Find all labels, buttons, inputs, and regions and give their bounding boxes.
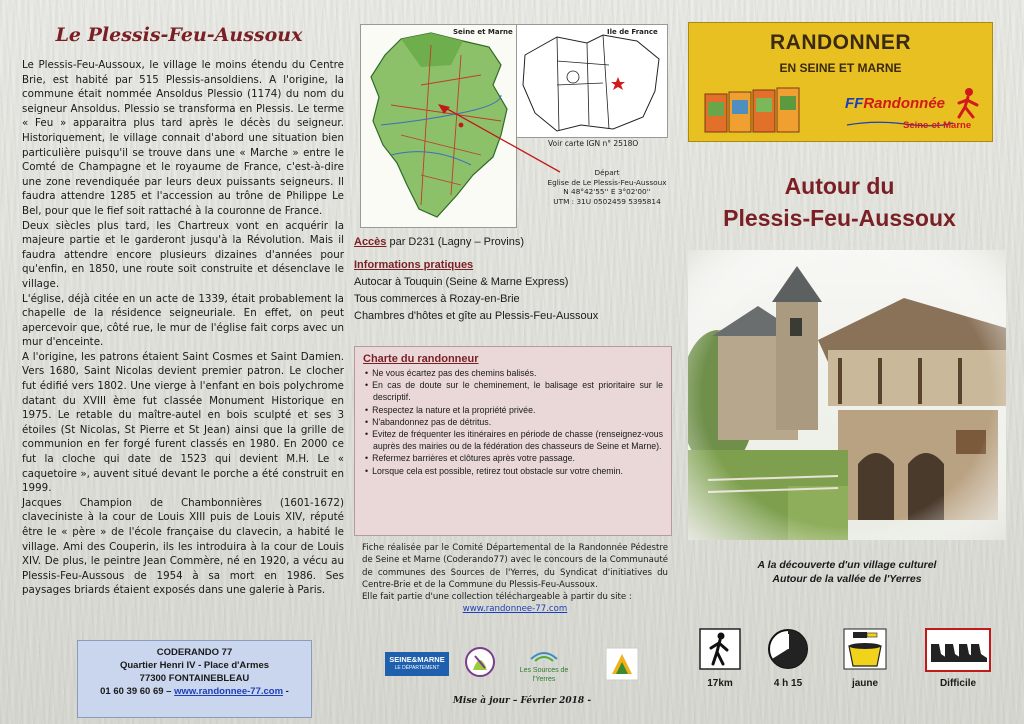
community-logo xyxy=(460,642,500,686)
guidebooks-image xyxy=(703,86,803,134)
hiking-boots-icon-shape xyxy=(925,628,991,672)
charter-item: • Refermez barrières et clôtures après votre passage. xyxy=(373,452,663,464)
seine-et-marne-logo-name: SEINE&MARNE xyxy=(389,655,445,664)
history-paragraph: Jacques Champion de Chambonnières (1601-1672) claveciniste à la cour de Louis XIII puis de Louis XIV, réputé être le « père » de l'école française du clavecin, a habité le village. Ami des Couperin, ils les introduira à la cour de Louis XIV. De plus, le peintre Jean Commère, né en 1920, a vécu au Plessis-Feu-Aussous de 1954 à sa mort en 1986. Ses paysages briards étaient exposés dans une galerie à Paris. xyxy=(22,496,344,597)
charter-list xyxy=(363,367,663,477)
practical-info-item: Tous commerces à Rozay-en-Brie xyxy=(354,293,520,305)
centre-brie-logo-mark xyxy=(602,644,642,684)
sources-yerres-logo-name: Les Sources de l'Yerres xyxy=(519,666,569,683)
waymark-color: jaune xyxy=(851,678,879,689)
ffrandonnee-logo xyxy=(845,87,985,137)
walker-icon-shape xyxy=(699,628,741,670)
history-text xyxy=(22,58,344,598)
charter-title: Charte du randonneur xyxy=(363,353,479,365)
paint-bucket-icon-shape xyxy=(843,628,887,670)
practical-info-item: Chambres d'hôtes et gîte au Plessis-Feu-Aussoux xyxy=(354,310,599,322)
history-paragraph: L'église, déjà citée en un acte de 1339, était probablement la chapelle de la résidence seigneuriale. En effet, on peut apercevoir que, côté rue, le mur de l'église fait corps avec un mur d'enceinte. xyxy=(22,292,344,349)
route-title-line2: Plessis-Feu-Aussoux xyxy=(723,205,956,231)
history-panel xyxy=(14,18,344,720)
partner-logos xyxy=(368,642,668,692)
ffr-prefix: FF xyxy=(845,95,864,112)
charter-item: • N'abandonnez pas de détritus. xyxy=(373,416,663,428)
update-date: Mise à jour – Février 2018 - xyxy=(452,696,592,706)
history-paragraph: Deux siècles plus tard, les Chartreux vont en acquérir la majeure partie et le garderont jusqu'à la Révolution. Mais il faudra attendre encore plusieurs dizaines d'années pour qu'enfin, en 1850, une route soit construite et désenclave le village. xyxy=(22,219,344,290)
distance-value: 17km xyxy=(707,678,733,689)
seine-et-marne-logo-sub: LE DÉPARTEMENT xyxy=(394,665,440,671)
map-arrow xyxy=(432,98,572,178)
start-label: Départ xyxy=(594,168,620,177)
paint-bucket-icon xyxy=(843,628,885,670)
history-paragraph: Le Plessis-Feu-Aussoux, le village le moins étendu du Centre Brie, est habité par 515 Plessis-ansoldiens. A l'origine, la commune était nommée Ansoldus Plessio (1174) du nom du seigneur Ansoldus. Plessio se transforma en Plessis. Le terme « Feu » apparaitra plus tard après le décès du seigneur. Historiquement, le village connait d'abord une situation bien particulière puisqu'il se trouve dans une « Marche » entre le Comté de Champagne et le royaume de France, c'est-à-dire une zone revendiquée par leurs deux puissants seigneurs. Il faudra attendre 1285 et l'accession au trône de Philippe Le Bel, pour que le fief soit rattaché à la couronne de France. xyxy=(22,59,344,217)
clock-icon xyxy=(767,628,809,670)
hiker-charter-box xyxy=(354,346,672,536)
tagline xyxy=(688,558,1006,586)
charter-item: • En cas de doute sur le cheminement, le balisage est prioritaire sur le descriptif. xyxy=(373,379,663,403)
hiking-boots-icon xyxy=(925,628,991,672)
banner-title: RANDONNER xyxy=(770,31,911,54)
contact-box xyxy=(77,640,312,718)
route-title xyxy=(688,170,991,234)
duration-value: 4 h 15 xyxy=(773,678,803,689)
cover-panel xyxy=(688,18,1010,720)
credits-collection: Elle fait partie d'une collection téléchargeable à partir du site : xyxy=(362,592,632,603)
banner-subtitle: EN SEINE ET MARNE xyxy=(779,61,902,75)
history-paragraph: A l'origine, les patrons étaient Saint Cosmes et Saint Damien. Vers 1680, Saint Nicolas devient premier patron. Le clocher fut édifié vers 1802. Une vierge à l'enfant en bois polychrome datant du XVIII ème fut classée Monument Historique en 1975. Le retable du maître-autel en bois sculpté et ses 3 étoiles (St Nicolas, St Pierre et St Jean) ainsi que la grille de communion en fer forgé furent classés en 1980. En 2000 ce fut la cloche qui date de 1523 qui devient M.H. Le « caquetoire », auvent situé devant le porche a été construit en 1999. xyxy=(22,350,344,495)
map-label-seine-marne: Seine et Marne xyxy=(453,28,513,36)
info-panel xyxy=(352,18,682,720)
history-title: Le Plessis-Feu-Aussoux xyxy=(55,24,303,46)
centre-brie-logo xyxy=(600,642,644,686)
credits-paragraph: Fiche réalisée par le Comité Départemental de la Randonnée Pédestre de Seine et Marne (Coderando77) avec le concours de la Communauté de communes des Sources de l'Yerres, du Syndicat d'initiatives du Centre-Brie et de la Commune du Plessis-Feu-Aussoux. xyxy=(362,543,668,590)
contact-name: CODERANDO 77 xyxy=(156,647,233,658)
charter-item: • Lorsque cela est possible, retirez tout obstacle sur votre chemin. xyxy=(373,465,663,477)
start-gps: N 48°42'55'' E 3°02'00'' xyxy=(563,187,651,196)
clock-icon-shape xyxy=(767,628,809,670)
start-utm: UTM : 31U 0502459 5395814 xyxy=(553,196,661,206)
church-photo-image xyxy=(688,250,1006,540)
contact-website-link[interactable]: www.randonnee-77.com xyxy=(174,686,284,697)
community-logo-mark xyxy=(463,644,497,684)
start-place: Eglise de Le Plessis-Feu-Aussoux xyxy=(547,177,667,187)
ffr-department: Seine-et-Marne xyxy=(903,120,972,131)
tagline-line1: A la découverte d'un village culturel xyxy=(757,559,937,571)
seine-et-marne-logo xyxy=(386,642,448,686)
practical-info xyxy=(354,234,680,325)
route-title-line1: Autour du xyxy=(784,173,895,199)
map-label-ile-de-france: Ile de France xyxy=(607,28,658,36)
tagline-line2: Autour de la vallée de l'Yerres xyxy=(772,573,922,585)
practical-info-item: Autocar à Touquin (Seine & Marne Express) xyxy=(354,276,569,288)
access-text: par D231 (Lagny – Provins) xyxy=(386,236,524,248)
sources-yerres-logo-mark xyxy=(529,645,559,663)
contact-suffix: - xyxy=(283,686,289,697)
credits-text xyxy=(362,542,668,616)
access-label: Accès xyxy=(354,236,387,248)
contact-line xyxy=(78,685,311,698)
charter-item: • Evitez de fréquenter les itinéraires en période de chasse (renseignez-vous auprès des mairies ou de la fédération des chasseurs de Seine et Marne). xyxy=(373,428,663,452)
practical-info-title: Informations pratiques xyxy=(354,259,474,271)
church-photo xyxy=(688,250,1006,540)
sources-yerres-logo xyxy=(514,642,574,686)
charter-item: • Respectez la nature et la propriété privée. xyxy=(373,404,663,416)
contact-phone: 01 60 39 60 69 – xyxy=(100,686,172,697)
contact-city: 77300 FONTAINEBLEAU xyxy=(139,673,250,684)
difficulty-value: Difficile xyxy=(939,678,977,689)
credits-website-link[interactable]: www.randonnee-77.com xyxy=(462,604,568,615)
access-line xyxy=(354,234,680,251)
ffr-name: Randonnée xyxy=(863,95,946,112)
charter-item: • Ne vous écartez pas des chemins balisés. xyxy=(373,367,663,379)
contact-address: Quartier Henri IV - Place d'Armes xyxy=(119,660,270,671)
ign-map-reference: Voir carte IGN n° 2518O xyxy=(548,139,639,148)
collection-banner xyxy=(688,22,993,142)
walker-icon xyxy=(699,628,741,670)
start-point-info xyxy=(542,168,672,206)
hiker-logo-icon xyxy=(955,87,981,121)
